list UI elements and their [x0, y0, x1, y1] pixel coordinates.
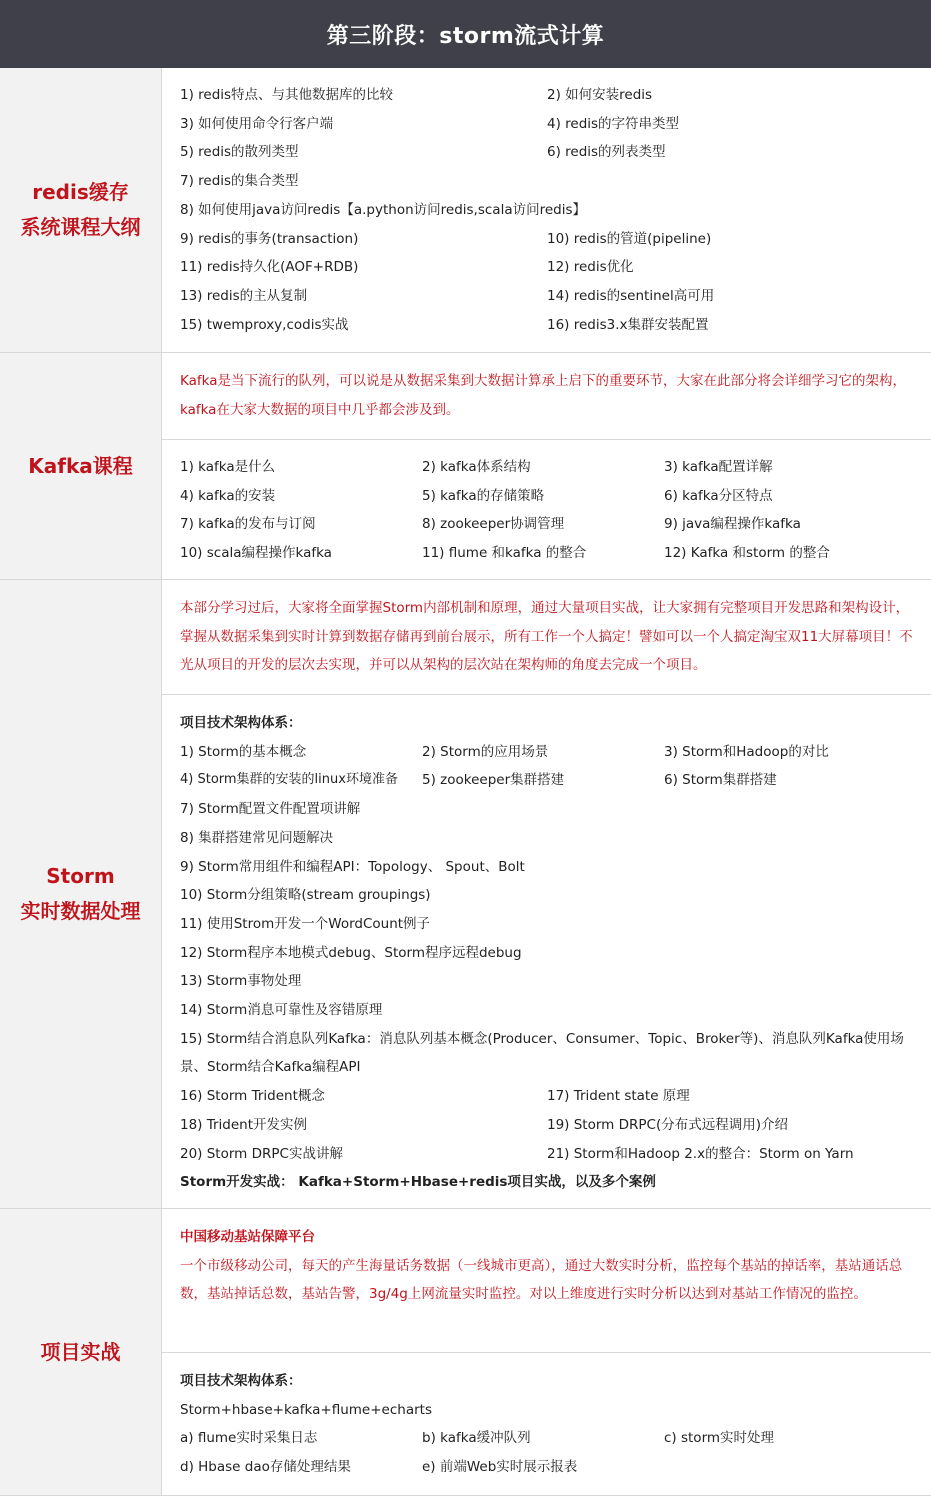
- list-item: 3) 如何使用命令行客户端: [180, 115, 334, 132]
- section-title-text: 项目实战: [40, 1339, 121, 1364]
- list-item: 14) redis的sentinel高可用: [547, 287, 715, 304]
- list-item: 8) zookeeper协调管理: [422, 516, 565, 533]
- list-item: a) flume实时采集日志: [180, 1430, 318, 1447]
- list-item: 11) 使用Strom开发一个WordCount例子: [180, 915, 431, 932]
- list-item: 3) Storm和Hadoop的对比: [664, 743, 829, 760]
- project-name: 中国移动基站保障平台: [180, 1229, 315, 1245]
- list-item: 15) Storm结合消息队列Kafka：消息队列基本概念(Producer、Consumer、Topic、Broker等)、消息队列Kafka使用场景、Storm结合Kafka编程API: [180, 1030, 904, 1076]
- list-item: 6) Storm集群搭建: [664, 772, 777, 789]
- section-title-redis: [0, 68, 162, 352]
- list-item: 4) redis的字符串类型: [547, 115, 680, 132]
- list-item: 10) scala编程操作kafka: [180, 545, 332, 562]
- section-title-project: [0, 1209, 162, 1495]
- list-item: 10) Storm分组策略(stream groupings): [180, 887, 431, 904]
- arch-label: 项目技术架构体系：: [180, 715, 302, 731]
- list-item: 7) Storm配置文件配置项讲解: [180, 801, 361, 818]
- section-title-line-1: Storm: [46, 864, 115, 888]
- list-item: 9) java编程操作kafka: [664, 516, 801, 533]
- list-item: 2) kafka体系结构: [422, 459, 531, 475]
- section-redis: [0, 68, 931, 353]
- list-item: 1) kafka是什么: [180, 459, 276, 475]
- list-item: 4) Storm集群的安装的linux环境准备: [180, 772, 398, 788]
- section-title-line-2: 实时数据处理: [20, 899, 141, 923]
- list-item: 13) redis的主从复制: [180, 287, 308, 304]
- list-item: 19) Storm DRPC(分布式远程调用)介绍: [547, 1116, 788, 1133]
- list-item: 2) 如何安装redis: [547, 87, 653, 103]
- kafka-intro: Kafka是当下流行的队列，可以说是从数据采集到大数据计算承上启下的重要环节，大家在此部分将会详细学习它的架构，kafka在大家大数据的项目中几乎都会涉及到。: [180, 373, 906, 418]
- list-item: 10) redis的管道(pipeline): [547, 230, 712, 247]
- project-desc: 一个市级移动公司，每天的产生海量话务数据（一线城市更高），通过大数实时分析，监控每个基站的掉话率，基站通话总数，基站掉话总数，基站告警，3g/4g上网流量实时监控。对以上维度进行实时分析以达到对基站工作情况的监控。: [180, 1257, 903, 1303]
- list-item: 3) kafka配置详解: [664, 459, 773, 475]
- list-item: 5) redis的散列类型: [180, 144, 299, 161]
- list-item: 7) redis的集合类型: [180, 173, 299, 190]
- list-item: 13) Storm事物处理: [180, 973, 302, 990]
- tech-stack: Storm+hbase+kafka+flume+echarts: [180, 1401, 432, 1418]
- section-title-line-2: 系统课程大纲: [20, 215, 141, 239]
- list-item: 14) Storm消息可靠性及容错原理: [180, 1002, 383, 1019]
- storm-intro: 本部分学习过后，大家将全面掌握Storm内部机制和原理，通过大量项目实战，让大家拥有完整项目开发思路和架构设计，掌握从数据采集到实时计算到数据存储再到前台展示，所有工作一个人搞定！譬如可以一个人搞定淘宝双11大屏幕项目！不光从项目的开发的层次去实现，并可以从架构的层次站在架构师的角度去完成一个项目。: [180, 600, 913, 674]
- list-item: 9) Storm常用组件和编程API：Topology、 Spout、Bolt: [180, 858, 525, 875]
- section-title-kafka: [0, 353, 162, 579]
- list-item: e) 前端Web实时展示报表: [422, 1459, 578, 1476]
- storm-practice: Storm开发实战： Kafka+Storm+Hbase+redis项目实战，以及多个案例: [180, 1174, 656, 1191]
- list-item: 20) Storm DRPC实战讲解: [180, 1145, 343, 1162]
- section-storm: [0, 580, 931, 1209]
- list-item: c) storm实时处理: [664, 1430, 775, 1447]
- list-item: b) kafka缓冲队列: [422, 1430, 531, 1447]
- list-item: 18) Trident开发实例: [180, 1116, 308, 1133]
- list-item: 1) Storm的基本概念: [180, 743, 307, 760]
- list-item: 12) Kafka 和storm 的整合: [664, 545, 830, 562]
- section-title-line-1: redis缓存: [32, 180, 129, 204]
- list-item: 5) kafka的存储策略: [422, 487, 545, 504]
- list-item: d) Hbase dao存储处理结果: [180, 1459, 351, 1476]
- page-title: 第三阶段：storm流式计算: [0, 0, 931, 68]
- list-item: 6) redis的列表类型: [547, 144, 666, 161]
- list-item: 4) kafka的安装: [180, 487, 276, 504]
- list-item: 11) redis持久化(AOF+RDB): [180, 259, 359, 276]
- section-title-text: Kafka课程: [28, 453, 133, 478]
- list-item: 16) Storm Trident概念: [180, 1088, 325, 1105]
- section-title-storm: [0, 580, 162, 1208]
- list-item: 12) redis优化: [547, 259, 634, 276]
- list-item: 8) 如何使用java访问redis【a.python访问redis,scala访问redis】: [180, 201, 587, 218]
- section-project: [0, 1209, 931, 1496]
- list-item: 9) redis的事务(transaction): [180, 230, 359, 247]
- list-item: 17) Trident state 原理: [547, 1088, 690, 1105]
- list-item: 8) 集群搭建常见问题解决: [180, 829, 334, 846]
- list-item: 2) Storm的应用场景: [422, 743, 549, 760]
- list-item: 6) kafka分区特点: [664, 487, 773, 504]
- list-item: 7) kafka的发布与订阅: [180, 516, 316, 533]
- list-item: 12) Storm程序本地模式debug、Storm程序远程debug: [180, 944, 522, 961]
- list-item: 1) redis特点、与其他数据库的比较: [180, 87, 394, 103]
- list-item: 21) Storm和Hadoop 2.x的整合：Storm on Yarn: [547, 1145, 854, 1162]
- list-item: 15) twemproxy,codis实战: [180, 316, 349, 333]
- arch-label: 项目技术架构体系：: [180, 1373, 302, 1389]
- section-kafka: [0, 353, 931, 580]
- list-item: 11) flume 和kafka 的整合: [422, 545, 587, 562]
- list-item: 16) redis3.x集群安装配置: [547, 316, 709, 333]
- list-item: 5) zookeeper集群搭建: [422, 772, 565, 789]
